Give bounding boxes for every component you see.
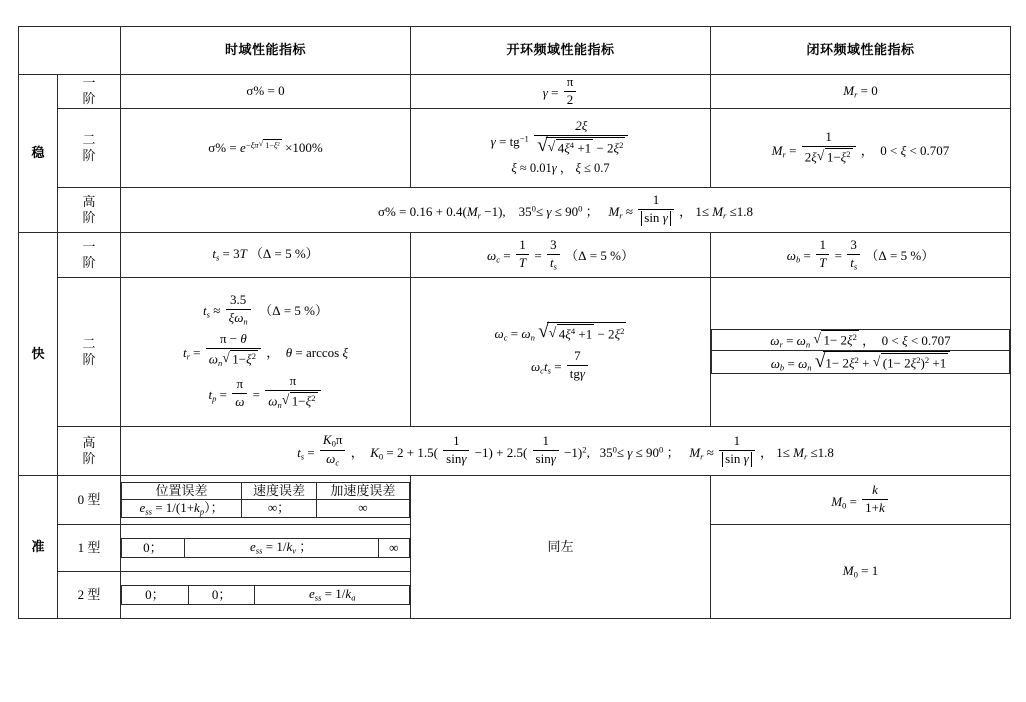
error-header-position: 位置误差: [122, 482, 242, 499]
cell-zhun-type0-errors: [121, 475, 411, 524]
cell-wen-first-open: γ = $\frac{\pi}{2}$: [411, 75, 711, 109]
header-open-loop-frequency: 开环频域性能指标: [411, 27, 711, 75]
header-closed-loop-frequency: 闭环频域性能指标: [711, 27, 1011, 75]
error-value-velocity: $e_{ss} = 1/k_v$ ；: [184, 539, 378, 557]
cell-kuai-high-merged: $t_s$ = $\frac{K_0\pi}{\omega_c}$ ， $K_0 = 2 + 1.5$( $\frac{1}{\sin\gamma}$ −1) + 2.5( $\frac{1}{\sin\gamma}$ −1)$^2$, $35^0\le \gamma \le 90^0$ ； $M_r$ ≈ $\frac{1}{\text{sin γ}}$ ， $1\le M_r \le 1.8$: [121, 426, 1011, 475]
error-type1-table: [121, 538, 410, 557]
row-zhun-type0: [19, 475, 1011, 524]
cell-zhun-closed-merged: $M_0 = 1$: [711, 524, 1011, 618]
performance-index-table: [18, 26, 1011, 619]
order-char-1: 二: [82, 335, 96, 351]
split-row-omega-r: [712, 330, 1010, 351]
row-kuai-high-order: [19, 426, 1011, 475]
cell-wen-first-closed: $M_r = 0$: [711, 75, 1011, 109]
order-label-wen-high: [58, 187, 121, 232]
order-char-2: 阶: [82, 351, 96, 367]
error-value-row: [122, 539, 410, 557]
order-char-1: 高: [82, 193, 96, 209]
order-char-2: 阶: [82, 254, 96, 270]
cell-zhun-type0-closed: $M_0$ = $\frac{k}{1+k}$: [711, 475, 1011, 524]
cell-wen-high-merged: $\sigma\% = 0.16 + 0.4(M_r -1)$, $35^0\le \gamma \le 90^0$ ； $M_r$ ≈ $\frac{1}{\text{sin γ}}$ ， $1\le M_r \le 1.8$: [121, 187, 1011, 232]
order-label-kuai-first: [58, 232, 121, 277]
cell-kuai-first-time: $t_s = 3T$ （Δ = 5 %）: [121, 232, 411, 277]
cell-zhun-type2-errors: [121, 571, 411, 618]
cell-zhun-type1-errors: [121, 524, 411, 571]
header-time-domain: 时域性能指标: [121, 27, 411, 75]
order-label-zhun-type2: 2 型: [58, 571, 121, 618]
formula-omega-b: $\omega_b = \omega_n$ √ $1- 2\xi^2$ + √ $(1- 2\xi^2)^2 +1$: [712, 351, 1010, 374]
row-wen-high-order: [19, 187, 1011, 232]
cell-kuai-first-closed: $\omega_b$ = $\frac{1}{T}$ = $\frac{3}{t_s}$ （Δ = 5 %）: [711, 232, 1011, 277]
error-value-acceleration: ∞: [378, 539, 409, 557]
order-char-2: 阶: [82, 209, 96, 225]
formula-omega-c: $\omega_c = \omega_n$ √ √ $4\xi^4 +1 - 2\xi^2$: [411, 322, 710, 344]
order-char-1: 高: [82, 434, 96, 450]
order-char-2: 阶: [82, 147, 96, 163]
split-row-omega-b: [712, 351, 1010, 374]
order-label-zhun-type1: 1 型: [58, 524, 121, 571]
group-label-zhun: 准: [19, 475, 58, 618]
error-value-acceleration: $e_{ss} = 1/k_a$: [255, 586, 410, 604]
error-value-position: 0；: [122, 586, 189, 604]
cell-wen-first-time: σ% = 0: [121, 75, 411, 109]
cell-zhun-open-merged: 同左: [411, 475, 711, 618]
error-type2-table: [121, 585, 410, 604]
error-header-acceleration: 加速度误差: [316, 482, 409, 499]
row-kuai-second-order: [19, 277, 1011, 426]
table-header-row: [19, 27, 1011, 75]
cell-kuai-second-closed: [711, 277, 1011, 426]
header-corner-cell: [19, 27, 121, 75]
error-value-acceleration: ∞: [316, 499, 409, 517]
order-char-1: 二: [82, 131, 96, 147]
row-wen-second-order: [19, 108, 1011, 187]
order-char-1: 一: [82, 75, 96, 91]
cell-kuai-second-time: [121, 277, 411, 426]
error-value-velocity: 0；: [188, 586, 255, 604]
formula-omega-c-ts: $\omega_ct_s$ = $\frac{7}{\text{tgγ}}$: [411, 349, 710, 382]
order-label-wen-second: [58, 108, 121, 187]
error-value-position: 0；: [122, 539, 185, 557]
error-type0-table: [121, 482, 410, 519]
error-value-position: $e_{ss} = 1/(1+k_p)$；: [122, 499, 242, 517]
cell-kuai-first-open: $\omega_c$ = $\frac{1}{T}$ = $\frac{3}{t_s}$ （Δ = 5 %）: [411, 232, 711, 277]
order-char-1: 一: [82, 238, 96, 254]
cell-wen-second-time: $\sigma\% = e^{-\xi\pi √ 1-\xi^2} \times 100\%$: [121, 108, 411, 187]
closed-loop-split-table: [711, 329, 1010, 374]
order-label-kuai-second: [58, 277, 121, 426]
cell-kuai-second-open: [411, 277, 711, 426]
order-label-wen-first: [58, 75, 121, 109]
order-char-2: 阶: [82, 450, 96, 466]
cell-wen-second-closed: $M_r$ = $\frac{1}{2\xi √ 1-\xi^2}$ ， 0 < ξ < 0.707: [711, 108, 1011, 187]
formula-tr: $t_r$ = $\frac{\pi - \theta}{\omega_n √ 1-\xi^2}$ ， θ = arccos ξ: [121, 332, 410, 369]
error-value-row: [122, 499, 410, 517]
error-header-row: [122, 482, 410, 499]
group-label-kuai: 快: [19, 232, 58, 475]
group-label-wen: 稳: [19, 75, 58, 233]
row-kuai-first-order: [19, 232, 1011, 277]
order-label-kuai-high: [58, 426, 121, 475]
formula-omega-r: $\omega_r = \omega_n$ √ $1- 2\xi^2$ ， 0 < ξ < 0.707: [712, 330, 1010, 351]
row-wen-first-order: [19, 75, 1011, 109]
formula-ts: $t_s$ ≈ $\frac{3.5}{\xi\omega_n}$ （Δ = 5 %）: [203, 291, 328, 327]
order-label-zhun-type0: 0 型: [58, 475, 121, 524]
formula-tp: $t_p$ = $\frac{\pi}{\omega}$ = $\frac{\pi}{\omega_n √ 1-\xi^2}$: [121, 374, 410, 411]
error-header-velocity: 速度误差: [242, 482, 317, 499]
error-value-row: [122, 586, 410, 604]
order-char-2: 阶: [82, 91, 96, 107]
cell-wen-second-open: $\gamma = tg^{-1}$ 2ξ √ √ $4\xi^4 +1 - 2\xi^2$ ξ ≈ 0.01γ ， ξ ≤ 0.7: [411, 108, 711, 187]
error-value-velocity: ∞；: [242, 499, 317, 517]
